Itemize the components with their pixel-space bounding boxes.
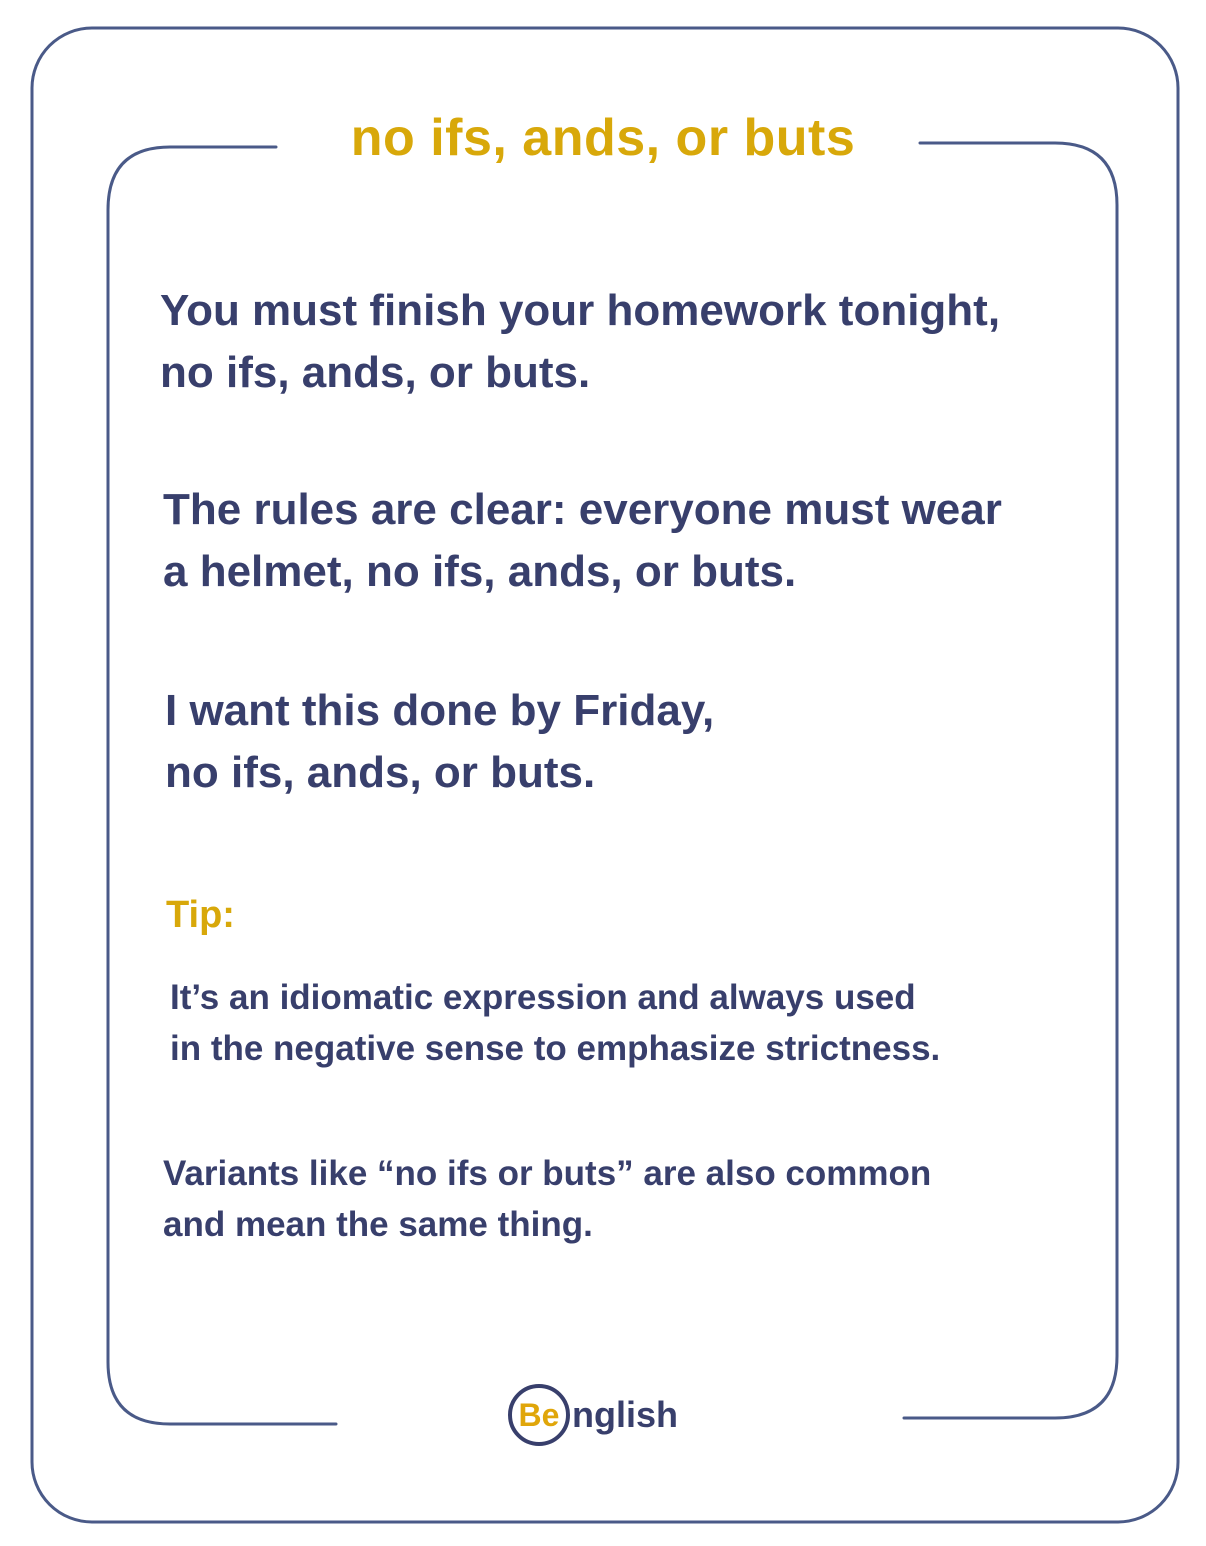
- note-line: and mean the same thing.: [163, 1205, 593, 1244]
- tip-note-2: [163, 1148, 931, 1250]
- tip-label: Tip:: [166, 894, 235, 936]
- logo-text: nglish: [572, 1394, 678, 1435]
- example-line: You must finish your homework tonight,: [160, 286, 1001, 335]
- example-sentence-1: [160, 280, 1000, 404]
- example-line: a helmet, no ifs, ands, or buts.: [163, 547, 797, 596]
- logo-circle: Be: [508, 1384, 570, 1446]
- note-line: Variants like “no ifs or buts” are also common: [163, 1154, 932, 1193]
- example-line: I want this done by Friday,: [165, 686, 715, 735]
- note-line: It’s an idiomatic expression and always used: [170, 978, 916, 1017]
- page-title: no ifs, ands, or buts: [350, 109, 856, 167]
- example-line: The rules are clear: everyone must wear: [163, 485, 1002, 534]
- example-sentence-2: [163, 479, 1002, 603]
- example-line: no ifs, ands, or buts.: [165, 748, 596, 797]
- example-sentence-3: [165, 680, 714, 804]
- benglish-logo: [508, 1380, 678, 1450]
- example-line: no ifs, ands, or buts.: [160, 348, 591, 397]
- note-line: in the negative sense to emphasize strictness.: [170, 1029, 941, 1068]
- tip-note-1: [170, 972, 940, 1074]
